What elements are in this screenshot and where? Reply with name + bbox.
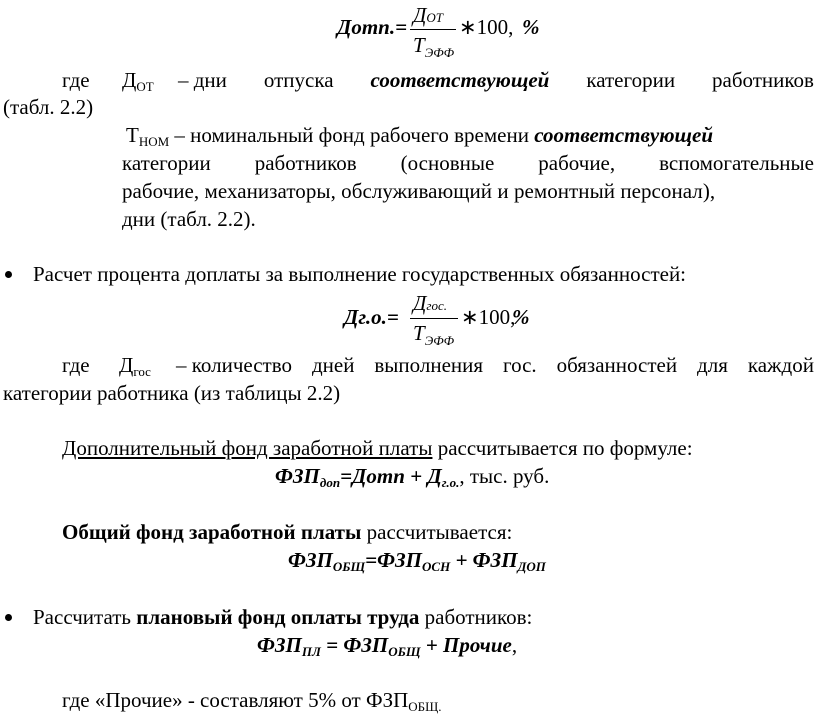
bullet-icon (5, 614, 12, 621)
formula-numerator: Дгос. (413, 291, 447, 315)
formula-denominator: $Т_{ЭФФ}$ (413, 321, 455, 348)
where-label: где (62, 68, 90, 92)
expl1-line1: – дни отпуска соответствующей категории работников (178, 68, 814, 92)
expl1-t-line1: $Т_{НОМ}$ – номинальный фонд рабочего времени соответствующей (126, 123, 714, 149)
bullet2-text: Рассчитать плановый фонд оплаты труда работников: (33, 605, 533, 629)
fraction-bar (410, 29, 456, 30)
expl1-t-line2: категории работников (основные рабочие, вспомогательные (122, 151, 814, 175)
expl2-line2: категории работника (из таблицы 2.2) (3, 381, 341, 405)
formula-numerator: ДОТ (413, 3, 443, 27)
formula-multiplier: ∗100, (459, 15, 514, 39)
symbol-dot: $Д_{ОТ}$ (122, 68, 154, 94)
formula-multiplier: ∗100, (461, 305, 516, 329)
formula-unit: % (522, 15, 540, 39)
expl1-t-line3: рабочие, механизаторы, обслуживающий и ремонтный персонал), (122, 179, 716, 203)
formula-lhs: Дг.о.= (344, 305, 399, 329)
additional-fund-formula: $ФЗП_{доп}=Дотп + Д_{г.о.}$, тыс. руб. (275, 464, 550, 490)
additional-fund-heading: Дополнительный фонд заработной платы рассчитывается по формуле: (62, 436, 693, 460)
bullet-icon (5, 271, 12, 278)
expl1-t-line4: дни (табл. 2.2). (122, 207, 256, 231)
planned-fund-formula: $ФЗП_{ПЛ} = ФЗП_{ОБЩ}$ + Прочие, (257, 633, 518, 659)
formula-unit: % (512, 305, 530, 329)
bullet1-text: Расчет процента доплаты за выполнение государственных обязанностей: (33, 262, 687, 286)
footer-note: где «Прочие» - составляют 5% от $ФЗП_{ОБЩ.}$ (62, 688, 442, 714)
where-label: где (62, 353, 90, 377)
formula-denominator: $Т_{ЭФФ}$ (413, 33, 455, 60)
expl2-line1: – количество дней выполнения гос. обязанностей для каждой (176, 353, 814, 377)
expl1-line2: (табл. 2.2) (3, 95, 94, 119)
total-fund-heading: Общий фонд заработной платы рассчитывается: (62, 520, 513, 544)
fraction-bar (410, 318, 458, 319)
formula-lhs: Дотп.= (337, 15, 408, 39)
total-fund-formula: $ФЗП_{ОБЩ}=ФЗП_{ОСН} + ФЗП_{ДОП}$ (288, 548, 546, 574)
symbol-dgos: $Д_{гос}$ (119, 353, 151, 379)
